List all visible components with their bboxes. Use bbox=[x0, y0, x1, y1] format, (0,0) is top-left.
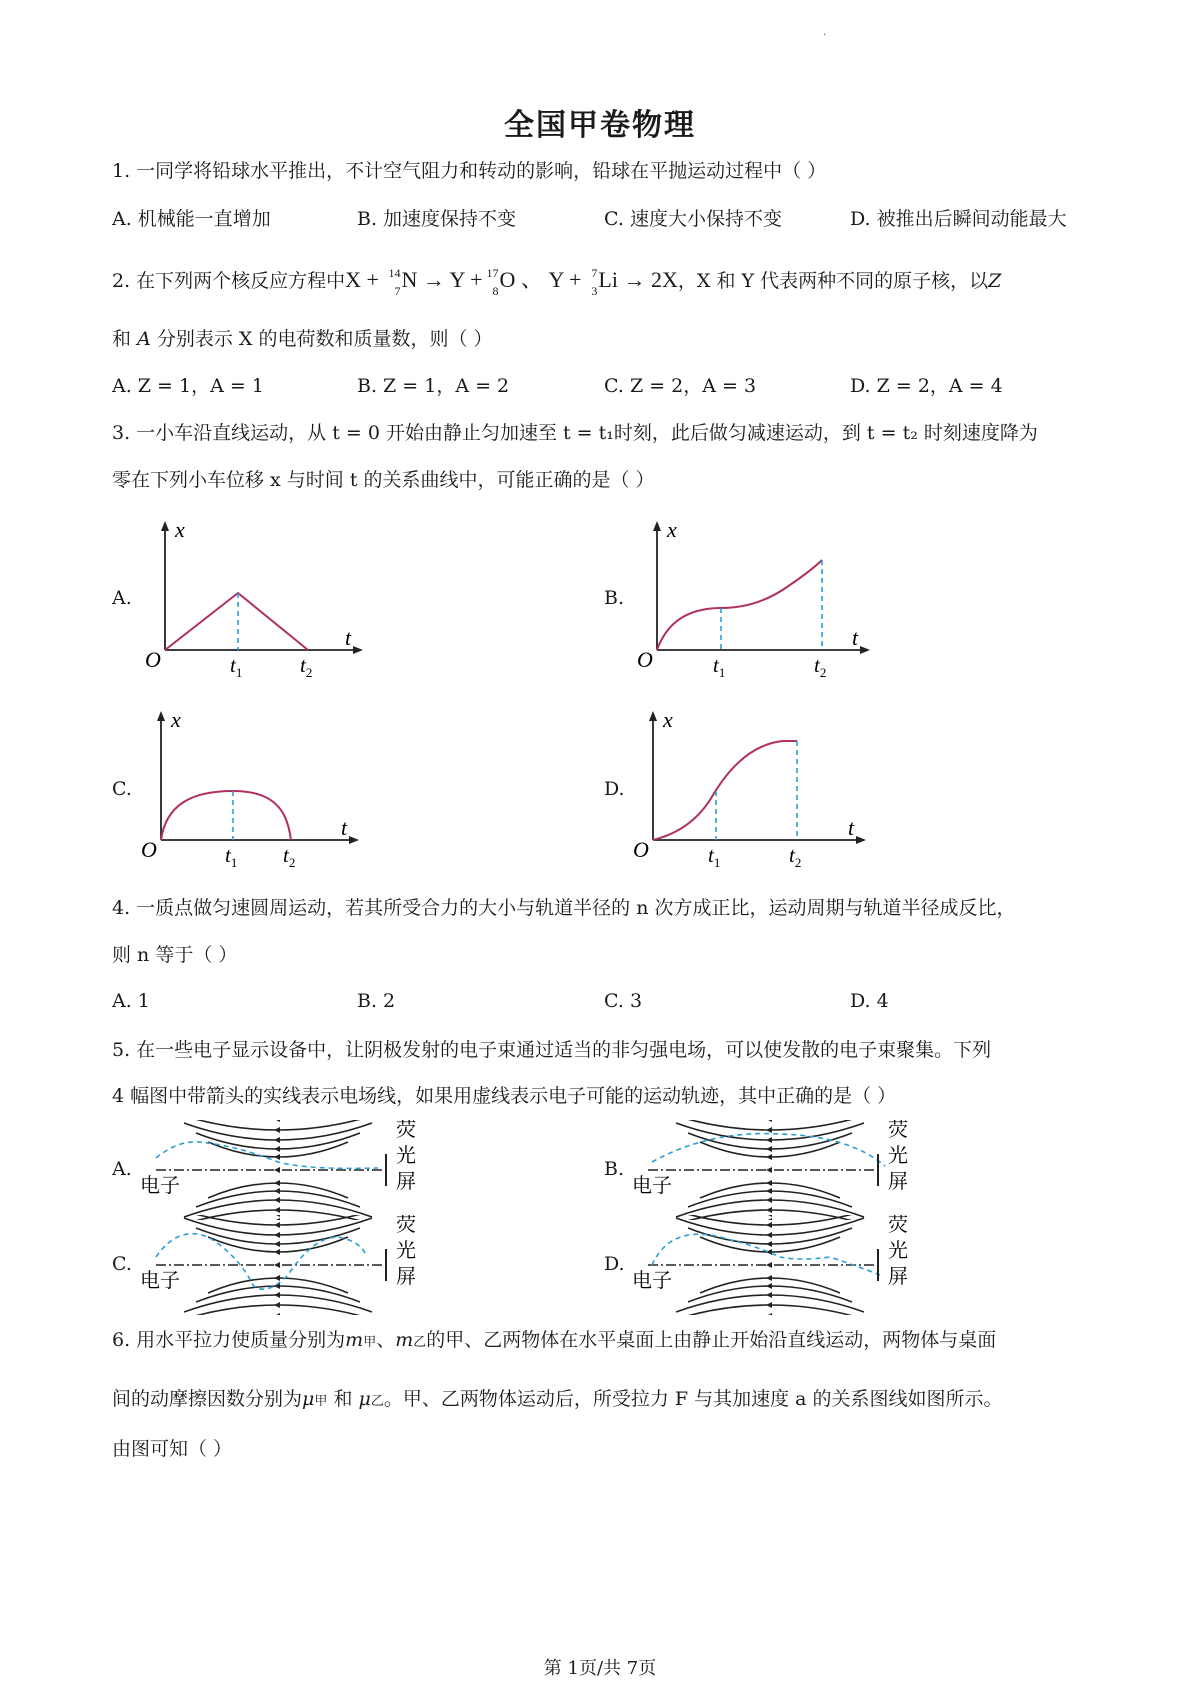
n-symbol: N bbox=[401, 267, 418, 292]
q4-stem-line2: 则 n 等于（ ） bbox=[112, 944, 238, 966]
origin-label: O bbox=[637, 647, 653, 672]
q5-label-d[interactable]: D. bbox=[604, 1253, 625, 1275]
x-axis-label: x bbox=[667, 517, 677, 542]
q1-option-d[interactable]: D. 被推出后瞬间动能最大 bbox=[850, 208, 1067, 230]
q6-m-jia: m bbox=[345, 1329, 364, 1351]
q3-graph-d bbox=[633, 705, 878, 880]
x-axis-arrow-icon bbox=[157, 711, 165, 721]
q5-diagram-c bbox=[138, 1215, 438, 1315]
screen-label-char: 屏 bbox=[396, 1266, 416, 1288]
field-arrow-icon bbox=[274, 1154, 280, 1160]
li-symbol: Li bbox=[598, 267, 618, 292]
q2-option-b[interactable]: B. Z = 1，A = 2 bbox=[357, 375, 510, 397]
field-arrow-icon bbox=[766, 1197, 772, 1203]
t2-label: $t_2$ bbox=[814, 653, 827, 680]
q1-option-c[interactable]: C. 速度大小保持不变 bbox=[604, 208, 782, 230]
t2-label: $t_2$ bbox=[283, 843, 296, 870]
field-arrow-icon bbox=[274, 1120, 280, 1122]
q6-mu-jia-sub: 甲 bbox=[314, 1394, 328, 1409]
field-arrow-icon bbox=[766, 1222, 772, 1228]
q6-mu-yi-sub: 乙 bbox=[370, 1394, 384, 1409]
field-arrow-icon bbox=[766, 1146, 772, 1152]
q5-diagram-a bbox=[138, 1120, 438, 1220]
q5-diagram-b bbox=[630, 1120, 930, 1220]
page-footer: 第 1页/共 7页 bbox=[543, 1658, 657, 1679]
eq-arrow-2: → 2X bbox=[623, 267, 678, 292]
screen-label-char: 屏 bbox=[888, 1171, 908, 1193]
field-arrow-icon bbox=[274, 1180, 280, 1186]
q6-line1-start: 6. 用水平拉力使质量分别为 bbox=[112, 1329, 346, 1351]
field-arrow-icon bbox=[766, 1283, 772, 1289]
field-arrow-icon bbox=[766, 1275, 772, 1281]
electron-label: 电子 bbox=[632, 1270, 672, 1292]
origin-label: O bbox=[141, 837, 157, 862]
field-arrow-icon bbox=[274, 1146, 280, 1152]
q2-var-z: Z bbox=[988, 270, 1002, 292]
q2-option-a[interactable]: A. Z = 1，A = 1 bbox=[112, 375, 264, 397]
q6-m-jia-sub: 甲 bbox=[363, 1335, 377, 1350]
q6-m-yi: m bbox=[395, 1329, 414, 1351]
field-arrow-icon bbox=[274, 1197, 280, 1203]
q3-label-c[interactable]: C. bbox=[112, 778, 132, 800]
field-arrow-icon bbox=[766, 1232, 772, 1238]
q4-option-d[interactable]: D. 4 bbox=[850, 990, 889, 1012]
field-arrow-icon bbox=[274, 1127, 280, 1133]
t2-label: $t_2$ bbox=[789, 843, 802, 870]
o-charge: 8 bbox=[492, 283, 499, 298]
x-axis-arrow-icon bbox=[653, 521, 661, 531]
x-axis-label: x bbox=[171, 707, 181, 732]
field-arrow-icon bbox=[274, 1241, 280, 1247]
t-axis-arrow-icon bbox=[353, 646, 363, 654]
field-arrow-icon bbox=[766, 1180, 772, 1186]
xt-curve bbox=[653, 741, 783, 840]
t-axis-label: t bbox=[852, 625, 859, 650]
field-arrow-icon bbox=[274, 1249, 280, 1255]
q6-and: 和 bbox=[333, 1388, 353, 1410]
t2-label: $t_2$ bbox=[300, 653, 313, 680]
x-axis-label: x bbox=[175, 517, 185, 542]
field-arrow-icon bbox=[766, 1262, 772, 1268]
field-arrow-icon bbox=[766, 1241, 772, 1247]
q2-var-a: A bbox=[137, 328, 151, 350]
q6-line2-start: 间的动摩擦因数分别为 bbox=[112, 1388, 303, 1410]
screen-label-char: 荧 bbox=[888, 1120, 908, 1141]
t1-label: $t_1$ bbox=[230, 653, 243, 680]
field-arrow-icon bbox=[766, 1215, 772, 1217]
q6-m-yi-sub: 乙 bbox=[413, 1335, 427, 1350]
field-arrow-icon bbox=[766, 1207, 772, 1213]
q6-sep: 、 bbox=[376, 1329, 396, 1351]
field-arrow-icon bbox=[766, 1188, 772, 1194]
t1-label: $t_1$ bbox=[713, 653, 726, 680]
electron-trajectory bbox=[652, 1234, 880, 1275]
field-arrow-icon bbox=[766, 1302, 772, 1308]
t-axis-label: t bbox=[341, 815, 348, 840]
field-arrow-icon bbox=[766, 1167, 772, 1173]
q5-stem-line1: 5. 在一些电子显示设备中，让阴极发射的电子束通过适当的非匀强电场，可以使发散的电子束聚集。下列 bbox=[112, 1039, 992, 1061]
screen-label-char: 光 bbox=[396, 1240, 416, 1262]
electron-label: 电子 bbox=[140, 1175, 180, 1197]
field-arrow-icon bbox=[274, 1262, 280, 1268]
field-arrow-icon bbox=[274, 1275, 280, 1281]
q2-line2-start: 和 bbox=[112, 328, 132, 350]
eq-x: X + bbox=[345, 267, 379, 292]
field-arrow-icon bbox=[274, 1222, 280, 1228]
field-arrow-icon bbox=[766, 1313, 772, 1315]
field-arrow-icon bbox=[274, 1207, 280, 1213]
field-arrow-icon bbox=[766, 1127, 772, 1133]
q2-equation bbox=[345, 265, 678, 298]
q2-stem-line2 bbox=[112, 330, 492, 349]
q6-line1-end: 的甲、乙两物体在水平桌面上由静止开始沿直线运动，两物体与桌面 bbox=[426, 1329, 997, 1351]
q1-option-a[interactable]: A. 机械能一直增加 bbox=[112, 208, 271, 230]
q3-label-a[interactable]: A. bbox=[112, 587, 132, 609]
electron-label: 电子 bbox=[632, 1175, 672, 1197]
field-arrow-icon bbox=[274, 1167, 280, 1173]
xt-curve bbox=[657, 560, 822, 650]
screen-label-char: 屏 bbox=[888, 1266, 908, 1288]
q2-line2-rest: 分别表示 X 的电荷数和质量数，则（ ） bbox=[150, 328, 493, 350]
origin-label: O bbox=[145, 647, 161, 672]
q5-label-c[interactable]: C. bbox=[112, 1253, 132, 1275]
field-arrow-icon bbox=[274, 1215, 280, 1217]
screen-label-char: 光 bbox=[888, 1240, 908, 1262]
screen-label-char: 光 bbox=[396, 1145, 416, 1167]
li-mass: 7 bbox=[591, 265, 598, 280]
screen-label-char: 荧 bbox=[396, 1120, 416, 1141]
field-arrow-icon bbox=[766, 1154, 772, 1160]
q5-label-a[interactable]: A. bbox=[112, 1158, 132, 1180]
o-symbol: O bbox=[499, 267, 516, 292]
field-arrow-icon bbox=[766, 1137, 772, 1143]
nuclide-n bbox=[384, 265, 401, 298]
n-charge: 7 bbox=[394, 283, 401, 298]
q3-stem-line2: 零在下列小车位移 x 与时间 t 的关系曲线中，可能正确的是（ ） bbox=[112, 469, 655, 491]
q1-option-b[interactable]: B. 加速度保持不变 bbox=[357, 208, 517, 230]
q6-stem-line3: 由图可知（ ） bbox=[112, 1438, 233, 1460]
q5-diagram-d bbox=[630, 1215, 930, 1315]
o-mass: 17 bbox=[486, 265, 499, 280]
q5-stem-line2: 4 幅图中带箭头的实线表示电场线，如果用虚线表示电子可能的运动轨迹，其中正确的是（ ） bbox=[112, 1085, 897, 1107]
t-axis-label: t bbox=[848, 815, 855, 840]
q4-option-a[interactable]: A. 1 bbox=[112, 990, 150, 1012]
q2-stem-line1 bbox=[112, 265, 1002, 298]
q3-label-d[interactable]: D. bbox=[604, 778, 625, 800]
q3-stem-line1: 3. 一小车沿直线运动，从 t = 0 开始由静止匀加速至 t = t₁时刻，此后做匀减速运动，到 t = t₂ 时刻速度降为 bbox=[112, 422, 1038, 444]
field-arrow-icon bbox=[766, 1120, 772, 1122]
electron-trajectory bbox=[156, 1142, 378, 1169]
screen-label-char: 荧 bbox=[888, 1215, 908, 1236]
q6-line2-end: 。甲、乙两物体运动后，所受拉力 F 与其加速度 a 的关系图线如图所示。 bbox=[383, 1388, 1003, 1410]
q3-graph-a bbox=[145, 515, 370, 690]
field-arrow-icon bbox=[274, 1313, 280, 1315]
page-title: 全国甲卷物理 bbox=[504, 108, 696, 143]
q6-stem-line1 bbox=[112, 1331, 996, 1350]
nuclide-o bbox=[483, 265, 499, 298]
t-axis-arrow-icon bbox=[856, 836, 866, 844]
t1-label: $t_1$ bbox=[708, 843, 721, 870]
field-arrow-icon bbox=[274, 1137, 280, 1143]
n-mass: 14 bbox=[388, 265, 401, 280]
q3-graph-b bbox=[637, 515, 882, 690]
nuclide-li bbox=[581, 265, 598, 298]
screen-label-char: 荧 bbox=[396, 1215, 416, 1236]
field-arrow-icon bbox=[274, 1302, 280, 1308]
q2-option-c[interactable]: C. Z = 2，A = 3 bbox=[604, 375, 757, 397]
screen-label-char: 屏 bbox=[396, 1171, 416, 1193]
eq-separator: 、 bbox=[520, 267, 543, 292]
speck-mark: · bbox=[823, 30, 827, 41]
t-axis-arrow-icon bbox=[349, 836, 359, 844]
x-axis-arrow-icon bbox=[161, 521, 169, 531]
electron-label: 电子 bbox=[140, 1270, 180, 1292]
field-arrow-icon bbox=[274, 1188, 280, 1194]
xt-curve bbox=[161, 791, 291, 840]
origin-label: O bbox=[633, 837, 649, 862]
q6-mu-jia: μ bbox=[302, 1388, 315, 1410]
q1-stem: 1. 一同学将铅球水平推出，不计空气阻力和转动的影响，铅球在平抛运动过程中（ ） bbox=[112, 160, 827, 182]
t1-label: $t_1$ bbox=[225, 843, 238, 870]
eq-y: Y + bbox=[548, 267, 582, 292]
x-axis-label: x bbox=[663, 707, 673, 732]
li-charge: 3 bbox=[591, 283, 598, 298]
q6-mu-yi: μ bbox=[358, 1388, 371, 1410]
q6-stem-line2 bbox=[112, 1390, 1003, 1409]
xt-curve bbox=[165, 593, 308, 650]
q5-label-b[interactable]: B. bbox=[604, 1158, 625, 1180]
q4-stem-line1: 4. 一质点做匀速圆周运动，若其所受合力的大小与轨道半径的 n 次方成正比，运动周期与轨道半径成反比， bbox=[112, 897, 1016, 919]
q2-option-d[interactable]: D. Z = 2，A = 4 bbox=[850, 375, 1003, 397]
screen-label-char: 光 bbox=[888, 1145, 908, 1167]
eq-arrow-1: → Y + bbox=[422, 267, 483, 292]
field-arrow-icon bbox=[274, 1292, 280, 1298]
field-arrow-icon bbox=[274, 1232, 280, 1238]
x-axis-arrow-icon bbox=[649, 711, 657, 721]
q2-stem-start: 2. 在下列两个核反应方程中 bbox=[112, 270, 346, 292]
field-arrow-icon bbox=[766, 1292, 772, 1298]
q3-graph-c bbox=[141, 705, 366, 880]
t-axis-label: t bbox=[345, 625, 352, 650]
q4-option-c[interactable]: C. 3 bbox=[604, 990, 643, 1012]
q2-stem-mid: ，X 和 Y 代表两种不同的原子核，以 bbox=[677, 270, 989, 292]
t-axis-arrow-icon bbox=[860, 646, 870, 654]
q4-option-b[interactable]: B. 2 bbox=[357, 990, 396, 1012]
q3-label-b[interactable]: B. bbox=[604, 587, 625, 609]
